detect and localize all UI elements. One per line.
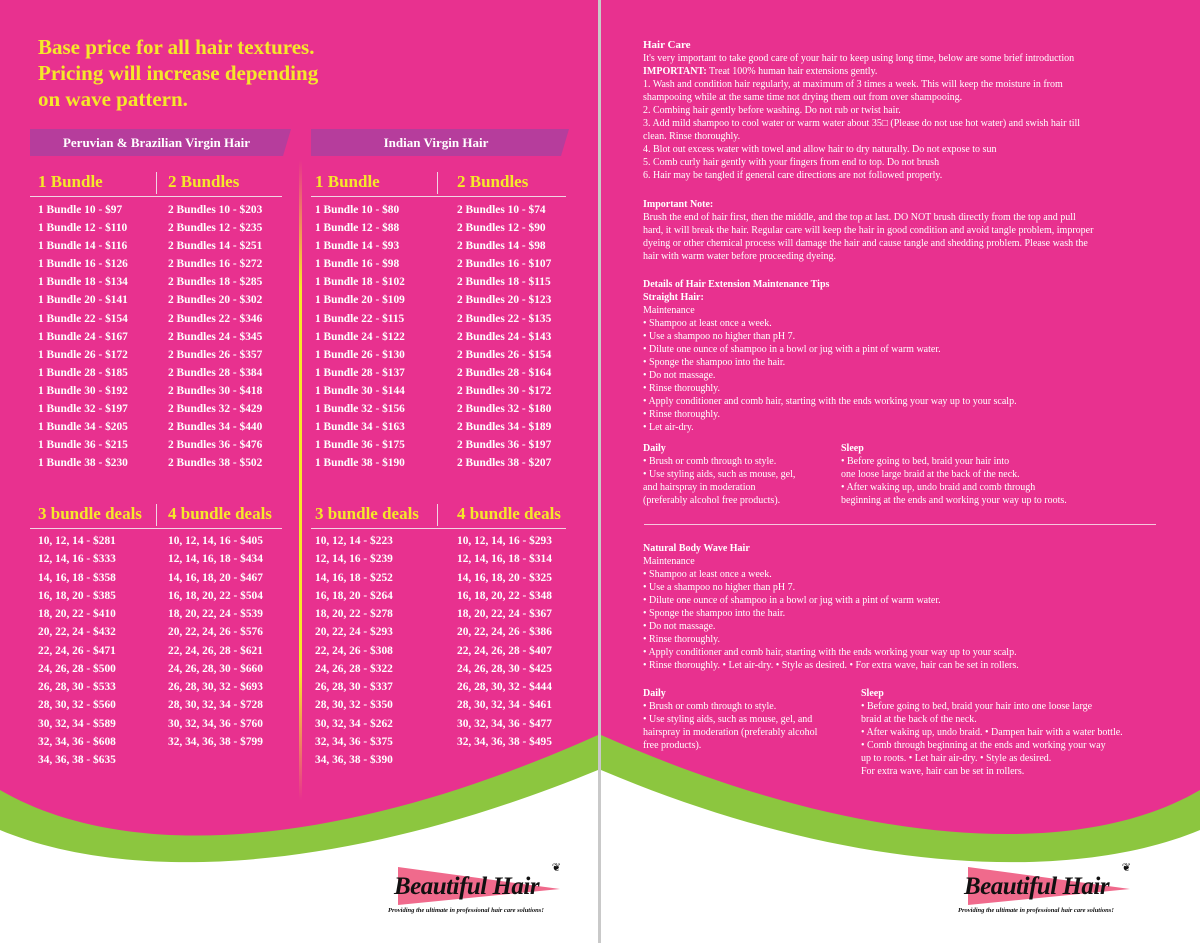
beautiful-hair-logo: [958, 855, 1133, 925]
maintenance-list: [643, 317, 1017, 434]
price-item: 2 Bundles 16 - $272: [168, 258, 263, 271]
text-line: • Rinse thoroughly.: [643, 383, 721, 394]
price-item: 2 Bundles 14 - $98: [457, 240, 546, 253]
price-item: 26, 28, 30 - $337: [315, 681, 393, 693]
divider: [437, 504, 438, 526]
price-item: 30, 32, 34, 36 - $477: [457, 717, 552, 730]
price-item: 34, 36, 38 - $635: [38, 754, 116, 766]
text-line: • Brush or comb through to style.: [643, 456, 777, 467]
header-1-bundle: 1 Bundle: [315, 172, 380, 191]
header-3-bundle-deals: 3 bundle deals: [38, 504, 142, 523]
price-item: 2 Bundles 28 - $164: [457, 366, 552, 379]
price-item: 32, 34, 36, 38 - $495: [457, 735, 552, 748]
text-line: • After waking up, undo braid. • Dampen hair with a water bottle.: [861, 727, 1123, 738]
divider: [437, 172, 438, 194]
price-item: 2 Bundles 34 - $440: [168, 421, 263, 434]
subsection-title: Daily: [643, 443, 666, 454]
price-item: 2 Bundles 14 - $251: [168, 240, 263, 253]
text-line: • Dilute one ounce of shampoo in a bowl or jug with a pint of warm water.: [643, 595, 941, 606]
text-line: clean. Rinse thoroughly.: [643, 131, 741, 142]
text-line: • Use a shampoo no higher than pH 7.: [643, 331, 796, 342]
price-item: 2 Bundles 38 - $207: [457, 457, 552, 470]
logo-tagline: Providing the ultimate in professional hair care solutions!: [388, 907, 544, 914]
price-item: 1 Bundle 14 - $116: [38, 240, 128, 253]
text-line: up to roots. • Let hair air-dry. • Style as desired.: [861, 753, 1052, 764]
tab-label: Peruvian & Brazilian Virgin Hair: [62, 134, 251, 150]
price-item: 2 Bundles 18 - $285: [168, 276, 263, 289]
price-item: 2 Bundles 36 - $476: [168, 439, 263, 452]
price-item: 18, 20, 22, 24 - $367: [457, 608, 552, 620]
price-item: 14, 16, 18, 20 - $467: [168, 571, 263, 584]
subsection-title: Sleep: [861, 688, 884, 699]
price-item: 12, 14, 16, 18 - $314: [457, 553, 552, 566]
price-item: 10, 12, 14 - $223: [315, 535, 393, 547]
price-item: 18, 20, 22, 24 - $539: [168, 608, 263, 620]
price-item: 1 Bundle 10 - $97: [38, 204, 123, 216]
price-item: 1 Bundle 36 - $215: [38, 439, 128, 452]
price-item: 2 Bundles 34 - $189: [457, 421, 552, 434]
price-item: 2 Bundles 10 - $74: [457, 204, 546, 216]
price-item: 10, 12, 14, 16 - $293: [457, 535, 552, 547]
price-item: 1 Bundle 10 - $80: [315, 204, 400, 216]
text-line: • Shampoo at least once a week.: [643, 569, 772, 580]
price-item: 12, 14, 16, 18 - $434: [168, 553, 263, 566]
price-item: 1 Bundle 32 - $156: [315, 403, 405, 416]
text-line: hairspray in moderation (preferably alcohol: [643, 727, 818, 738]
maintenance-label: Maintenance: [643, 556, 695, 567]
price-item: 20, 22, 24, 26 - $386: [457, 626, 552, 639]
text-line: • Rinse thoroughly. • Let air-dry. • Style as desired. • For extra wave, hair can be set in rollers.: [643, 660, 1019, 671]
divider: [311, 196, 566, 197]
text-line: 1. Wash and condition hair regularly, at maximum of 3 times a week. This will keep the moisture in from: [643, 79, 1063, 90]
price-item: 1 Bundle 30 - $192: [38, 384, 128, 397]
price-item: 1 Bundle 28 - $137: [315, 366, 405, 379]
price-item: 24, 26, 28 - $500: [38, 662, 116, 675]
tab-indian: [311, 129, 561, 156]
price-item: 1 Bundle 24 - $122: [315, 330, 405, 343]
price-item: 16, 18, 20 - $385: [38, 589, 116, 602]
peruvian-1-bundle-list: [38, 201, 128, 472]
text-line: • Rinse thoroughly.: [643, 409, 721, 420]
price-item: 32, 34, 36, 38 - $799: [168, 735, 263, 748]
price-item: 1 Bundle 18 - $102: [315, 276, 405, 289]
text-line: • Apply conditioner and comb hair, starting with the ends working your way up to your scalp.: [643, 396, 1017, 407]
price-item: 28, 30, 32 - $560: [38, 699, 116, 712]
price-item: 2 Bundles 24 - $345: [168, 330, 263, 343]
straight-sleep-section: [841, 442, 1067, 507]
text-line: • Use styling aids, such as mouse, gel, and: [643, 714, 813, 725]
price-item: 1 Bundle 38 - $190: [315, 457, 405, 470]
price-item: 2 Bundles 12 - $90: [457, 222, 546, 235]
care-steps: [643, 78, 1080, 182]
logo-tagline: Providing the ultimate in professional hair care solutions!: [958, 907, 1114, 914]
indian-4-deals-list: [457, 532, 552, 751]
price-item: 1 Bundle 26 - $130: [315, 348, 405, 361]
price-list-page: [0, 0, 598, 943]
important-line: [643, 65, 1080, 78]
divider: [30, 528, 282, 529]
price-item: 2 Bundles 36 - $197: [457, 439, 552, 452]
text-line: free products).: [643, 740, 702, 751]
price-item: 1 Bundle 12 - $88: [315, 222, 400, 235]
hair-care-section: [643, 39, 1080, 182]
price-item: 2 Bundles 26 - $357: [168, 348, 263, 361]
price-item: 16, 18, 20, 22 - $504: [168, 589, 263, 602]
price-item: 2 Bundles 12 - $235: [168, 222, 263, 235]
price-item: 1 Bundle 26 - $172: [38, 348, 128, 361]
price-item: 2 Bundles 22 - $346: [168, 312, 263, 325]
text-line: • Use a shampoo no higher than pH 7.: [643, 582, 796, 593]
body-sleep-section: [861, 687, 1123, 778]
price-item: 22, 24, 26 - $308: [315, 644, 393, 657]
price-item: 12, 14, 16 - $239: [315, 553, 393, 566]
price-item: 26, 28, 30, 32 - $444: [457, 681, 552, 693]
straight-hair-section: [643, 278, 1017, 434]
price-item: 20, 22, 24 - $432: [38, 626, 116, 639]
text-line: 4. Blot out excess water with towel and allow hair to dry naturally. Do not expose to sun: [643, 144, 997, 155]
text-line: hair with warm water before proceeding dyeing.: [643, 251, 836, 262]
body-wave-section: [643, 542, 1019, 672]
text-line: • Use styling aids, such as mouse, gel,: [643, 469, 796, 480]
text-line: shampooing while at the same time not drying them out from over shampooing.: [643, 92, 963, 103]
price-item: 24, 26, 28, 30 - $425: [457, 662, 552, 675]
price-item: 1 Bundle 30 - $144: [315, 384, 405, 397]
subsection-title: Straight Hair:: [643, 292, 704, 303]
header-3-bundle-deals: 3 bundle deals: [315, 504, 419, 523]
text-line: and hairspray in moderation: [643, 482, 756, 493]
price-item: 2 Bundles 18 - $115: [457, 276, 551, 289]
price-item: 14, 16, 18, 20 - $325: [457, 571, 552, 584]
price-item: 20, 22, 24, 26 - $576: [168, 626, 263, 639]
text-line: • Do not massage.: [643, 621, 716, 632]
peruvian-4-deals-list: [168, 532, 263, 751]
price-item: 32, 34, 36 - $608: [38, 735, 116, 748]
price-item: 1 Bundle 24 - $167: [38, 330, 128, 343]
price-item: 2 Bundles 20 - $302: [168, 294, 263, 307]
price-item: 2 Bundles 38 - $502: [168, 457, 263, 470]
price-item: 22, 24, 26 - $471: [38, 644, 116, 657]
text-line: • Rinse thoroughly.: [643, 634, 721, 645]
price-item: 1 Bundle 18 - $134: [38, 276, 128, 289]
text-line: • Brush or comb through to style.: [643, 701, 777, 712]
price-item: 1 Bundle 16 - $126: [38, 258, 128, 271]
maintenance-label: Maintenance: [643, 305, 695, 316]
price-item: 2 Bundles 20 - $123: [457, 294, 552, 307]
price-item: 30, 32, 34 - $589: [38, 717, 116, 730]
subsection-title: Sleep: [841, 443, 864, 454]
price-item: 1 Bundle 12 - $110: [38, 222, 128, 235]
text-line: (preferably alcohol free products).: [643, 495, 781, 506]
section-title: Hair Care: [643, 39, 691, 51]
divider: [311, 528, 566, 529]
price-item: 1 Bundle 32 - $197: [38, 403, 128, 416]
text-line: beginning at the ends and working your way up to roots.: [841, 495, 1067, 506]
text-line: • Sponge the shampoo into the hair.: [643, 608, 786, 619]
price-item: 20, 22, 24 - $293: [315, 626, 393, 639]
sleep-list: [841, 455, 1067, 507]
price-item: 2 Bundles 32 - $180: [457, 403, 552, 416]
price-item: 30, 32, 34 - $262: [315, 717, 393, 730]
header-1-bundle: 1 Bundle: [38, 172, 103, 191]
divider: [644, 524, 1156, 525]
text-line: dyeing or other chemical process will damage the hair and cause tangle and shedding problem. Please wash the: [643, 238, 1088, 249]
indian-1-bundle-list: [315, 201, 405, 472]
price-item: 30, 32, 34, 36 - $760: [168, 717, 263, 730]
eye-lash-icon: ❦: [551, 862, 561, 874]
header-2-bundles: 2 Bundles: [168, 172, 240, 191]
price-item: 2 Bundles 22 - $135: [457, 312, 552, 325]
price-item: 34, 36, 38 - $390: [315, 754, 393, 766]
text-line: 6. Hair may be tangled if general care directions are not followed properly.: [643, 170, 943, 181]
price-item: 1 Bundle 38 - $230: [38, 457, 128, 470]
center-divider-line: [299, 160, 302, 800]
price-item: 10, 12, 14 - $281: [38, 535, 116, 547]
price-item: 24, 26, 28, 30 - $660: [168, 662, 263, 675]
price-item: 1 Bundle 22 - $154: [38, 312, 128, 325]
headline-line: Pricing will increase depending: [38, 61, 319, 85]
text-line: • Comb through beginning at the ends and working your way: [861, 740, 1106, 751]
price-item: 22, 24, 26, 28 - $407: [457, 644, 552, 657]
header-2-bundles: 2 Bundles: [457, 172, 529, 191]
price-item: 18, 20, 22 - $410: [38, 608, 116, 620]
price-item: 1 Bundle 20 - $141: [38, 294, 128, 307]
price-item: 1 Bundle 34 - $163: [315, 421, 405, 434]
tab-peruvian-brazilian: [30, 129, 283, 156]
price-item: 32, 34, 36 - $375: [315, 735, 393, 748]
daily-list: [643, 700, 817, 752]
price-item: 2 Bundles 10 - $203: [168, 204, 263, 216]
price-item: 1 Bundle 28 - $185: [38, 366, 128, 379]
peruvian-2-bundles-list: [168, 201, 262, 472]
indian-3-deals-list: [315, 532, 393, 769]
peruvian-3-deals-list: [38, 532, 116, 769]
note-text: [643, 211, 1093, 263]
text-line: • Shampoo at least once a week.: [643, 318, 772, 329]
logo-text: Beautiful Hair: [394, 873, 540, 900]
text-line: • Sponge the shampoo into the hair.: [643, 357, 786, 368]
price-item: 1 Bundle 22 - $115: [315, 312, 405, 325]
text-line: Brush the end of hair first, then the middle, and the top at last. DO NOT brush directly from the top and pull: [643, 212, 1076, 223]
subsection-title: Natural Body Wave Hair: [643, 543, 750, 554]
text-line: braid at the back of the neck.: [861, 714, 977, 725]
divider: [156, 172, 157, 194]
text-line: hard, it will break the hair. Regular care will keep the hair in good condition and avoid tangle problem, improper: [643, 225, 1094, 236]
straight-daily-section: [643, 442, 795, 507]
sleep-list: [861, 700, 1123, 778]
price-item: 10, 12, 14, 16 - $405: [168, 535, 263, 547]
pricing-headline: [38, 34, 398, 112]
divider: [30, 196, 282, 197]
section-title: Important Note:: [643, 199, 714, 210]
text-line: 5. Comb curly hair gently with your fingers from end to top. Do not brush: [643, 157, 940, 168]
text-line: 2. Combing hair gently before washing. Do not rub or twist hair.: [643, 105, 901, 116]
headline-line: on wave pattern.: [38, 87, 188, 111]
price-item: 2 Bundles 28 - $384: [168, 366, 263, 379]
price-item: 14, 16, 18 - $252: [315, 571, 393, 584]
text-line: 3. Add mild shampoo to cool water or warm water about 35□ (Please do not use hot water) and swish hair till: [643, 118, 1081, 129]
important-note-section: [643, 198, 1093, 263]
price-item: 26, 28, 30, 32 - $693: [168, 681, 263, 693]
price-item: 2 Bundles 32 - $429: [168, 403, 263, 416]
body-daily-section: [643, 687, 817, 752]
price-item: 1 Bundle 20 - $109: [315, 294, 405, 307]
headline-line: Base price for all hair textures.: [38, 35, 315, 59]
price-item: 1 Bundle 34 - $205: [38, 421, 128, 434]
price-item: 28, 30, 32, 34 - $728: [168, 699, 263, 712]
price-item: 1 Bundle 16 - $98: [315, 258, 400, 271]
section-title: Details of Hair Extension Maintenance Tips: [643, 279, 830, 290]
header-4-bundle-deals: 4 bundle deals: [168, 504, 272, 523]
price-item: 24, 26, 28 - $322: [315, 662, 393, 675]
price-item: 2 Bundles 30 - $418: [168, 384, 263, 397]
important-label: IMPORTANT:: [643, 66, 707, 77]
text-line: • Apply conditioner and comb hair, starting with the ends working your way up to your scalp.: [643, 647, 1017, 658]
price-item: 22, 24, 26, 28 - $621: [168, 644, 263, 657]
price-item: 2 Bundles 24 - $143: [457, 330, 552, 343]
price-item: 2 Bundles 16 - $107: [457, 258, 552, 271]
divider: [156, 504, 157, 526]
text-line: • After waking up, undo braid and comb through: [841, 482, 1036, 493]
eye-lash-icon: ❦: [1121, 862, 1131, 874]
text-line: • Let air-dry.: [643, 422, 694, 433]
price-item: 2 Bundles 30 - $172: [457, 384, 552, 397]
price-item: 1 Bundle 36 - $175: [315, 439, 405, 452]
subsection-title: Daily: [643, 688, 666, 699]
price-item: 28, 30, 32 - $350: [315, 699, 393, 712]
price-item: 16, 18, 20 - $264: [315, 589, 393, 602]
text-line: one loose large braid at the back of the neck.: [841, 469, 1020, 480]
price-item: 1 Bundle 14 - $93: [315, 240, 400, 253]
tab-label: Indian Virgin Hair: [383, 134, 489, 150]
text-line: • Before going to bed, braid your hair into one loose large: [861, 701, 1093, 712]
maintenance-list: [643, 568, 1019, 672]
price-item: 28, 30, 32, 34 - $461: [457, 699, 552, 712]
price-item: 26, 28, 30 - $533: [38, 681, 116, 693]
text-line: • Do not massage.: [643, 370, 716, 381]
text-line: For extra wave, hair can be set in rollers.: [861, 766, 1025, 777]
indian-2-bundles-list: [457, 201, 551, 472]
daily-list: [643, 455, 795, 507]
price-item: 18, 20, 22 - $278: [315, 608, 393, 620]
price-item: 12, 14, 16 - $333: [38, 553, 116, 566]
logo-text: Beautiful Hair: [964, 873, 1110, 900]
beautiful-hair-logo: [388, 855, 563, 925]
intro-text: It's very important to take good care of your hair to keep using long time, below are some brief introduction: [643, 53, 1075, 64]
header-4-bundle-deals: 4 bundle deals: [457, 504, 561, 523]
price-item: 2 Bundles 26 - $154: [457, 348, 552, 361]
text-line: • Before going to bed, braid your hair into: [841, 456, 1010, 467]
important-text: Treat 100% human hair extensions gently.: [706, 66, 878, 77]
text-line: • Dilute one ounce of shampoo in a bowl or jug with a pint of warm water.: [643, 344, 941, 355]
price-item: 14, 16, 18 - $358: [38, 571, 116, 584]
price-item: 16, 18, 20, 22 - $348: [457, 589, 552, 602]
